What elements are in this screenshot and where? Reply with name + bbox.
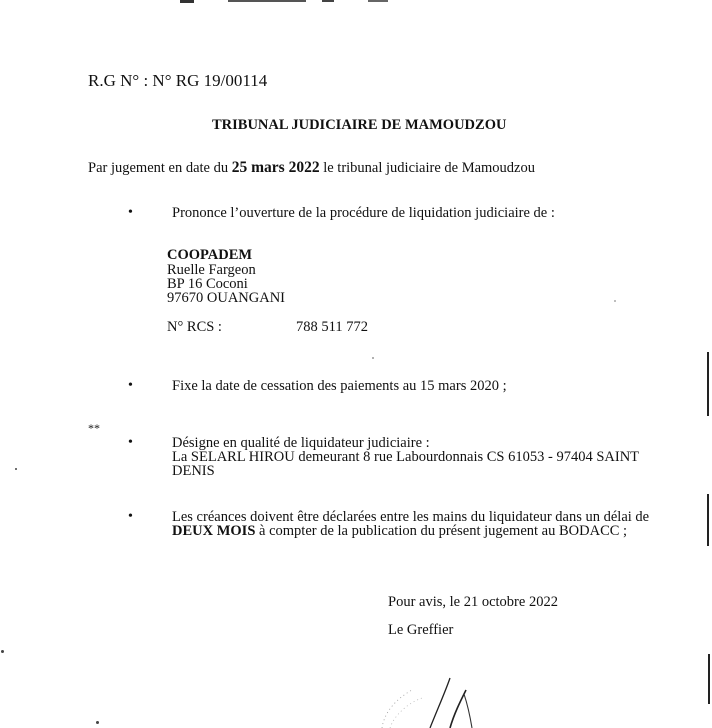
intro-prefix: Par jugement en date du [88, 160, 232, 176]
scan-artifact-top [368, 0, 388, 2]
bullet-marker: • [128, 435, 133, 450]
bullet-cessation-date: Fixe la date de cessation des paiements au 15 mars 2020 ; [172, 378, 507, 394]
claims-deadline: DEUX MOIS [172, 523, 256, 539]
margin-asterisks: ** [88, 421, 100, 435]
scan-artifact-right [707, 352, 709, 416]
signature [360, 650, 490, 728]
claims-rest: à compter de la publication du présent jugement au BODACC ; [255, 523, 628, 539]
scan-artifact-right [707, 494, 709, 546]
judgment-intro [88, 160, 535, 176]
debtor-address-line: Ruelle Fargeon [167, 262, 256, 278]
scan-speck [614, 300, 616, 302]
rcs-label: N° RCS : [167, 319, 222, 335]
debtor-address-line: BP 16 Coconi [167, 276, 248, 292]
bullet-marker: • [128, 509, 133, 524]
debtor-name: COOPADEM [167, 247, 253, 263]
scan-speck [96, 721, 99, 724]
rcs-number: 788 511 772 [296, 319, 368, 335]
notice-date: Pour avis, le 21 octobre 2022 [388, 594, 558, 610]
scan-speck [372, 357, 374, 359]
bullet-marker: • [128, 378, 133, 393]
court-title: TRIBUNAL JUDICIAIRE DE MAMOUDZOU [212, 117, 507, 133]
bullet-liquidator-line2: La SELARL HIROU demeurant 8 rue Labourdonnais CS 61053 - 97404 SAINT [172, 449, 640, 465]
signatory-title: Le Greffier [388, 622, 454, 638]
bullet-opening-liquidation: Prononce l’ouverture de la procédure de liquidation judiciaire de : [172, 205, 555, 221]
bullet-claims-line2 [172, 523, 627, 539]
intro-suffix: le tribunal judiciaire de Mamoudzou [319, 160, 535, 176]
debtor-address-line: 97670 OUANGANI [167, 290, 286, 306]
case-reference: R.G N° : N° RG 19/00114 [88, 71, 268, 90]
scan-speck [1, 650, 4, 653]
scan-artifact-top [228, 0, 306, 2]
scan-artifact-top [180, 0, 194, 3]
scan-artifact-top [322, 0, 334, 2]
bullet-liquidator-line1: Désigne en qualité de liquidateur judiciaire : [172, 435, 430, 451]
judgment-date: 25 mars 2022 [231, 159, 320, 176]
scan-artifact-right [708, 654, 710, 704]
scan-speck [15, 468, 17, 470]
bullet-claims-line1: Les créances doivent être déclarées entre les mains du liquidateur dans un délai de [172, 509, 650, 525]
bullet-liquidator-line3: DENIS [172, 463, 215, 479]
bullet-marker: • [128, 205, 133, 220]
